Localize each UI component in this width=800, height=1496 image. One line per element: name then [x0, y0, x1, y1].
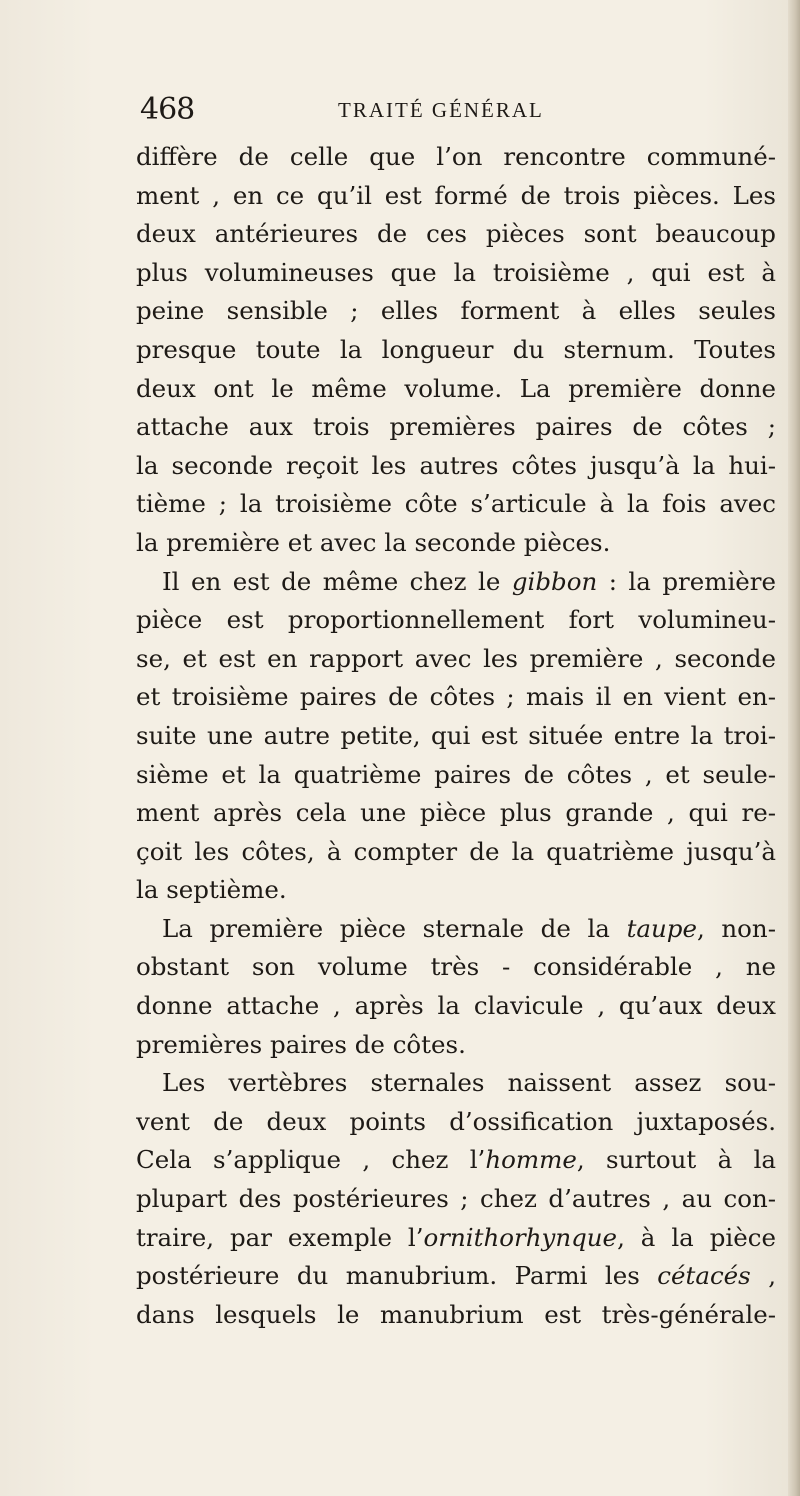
text-line: [136, 1026, 776, 1065]
text-segment: plupart des postérieures ; chez d’autres , au con-: [136, 1184, 776, 1214]
text-line: [136, 254, 776, 293]
text-segment: , non-: [696, 913, 776, 943]
text-segment: la seconde reçoit les autres côtes jusqu’à la hui-: [136, 450, 776, 480]
text-segment: obstant son volume très - considérable , ne: [136, 952, 776, 982]
text-segment: deux ont le même volume. La première donne: [136, 373, 776, 403]
text-segment: : la première: [597, 566, 776, 596]
text-line: [136, 948, 776, 987]
text-segment: La première pièce sternale de la: [162, 913, 627, 943]
text-segment: traire, par exemple l’: [136, 1222, 424, 1252]
text-segment: se, et est en rapport avec les première , seconde: [136, 643, 776, 673]
text-segment: , surtout à la: [576, 1145, 776, 1175]
text-line: [136, 1103, 776, 1142]
text-line: [136, 640, 776, 679]
text-line: [136, 485, 776, 524]
text-segment: Il en est de même chez le: [162, 566, 512, 596]
text-line: [136, 1296, 776, 1335]
text-segment: çoit les côtes, à compter de la quatrième jusqu’à: [136, 836, 776, 866]
text-line: [136, 447, 776, 486]
text-line: [136, 1257, 776, 1296]
text-segment: diffère de celle que l’on rencontre communé-: [136, 142, 776, 171]
text-line: [136, 1141, 776, 1180]
text-segment: la première et avec la seconde pièces.: [136, 527, 611, 557]
text-segment: ment , en ce qu’il est formé de trois pièces. Les: [136, 180, 776, 210]
text-segment: attache aux trois premières paires de côtes ;: [136, 412, 776, 442]
text-line: [136, 138, 776, 177]
text-segment: et troisième paires de côtes ; mais il en vient en-: [136, 682, 776, 712]
text-line: [136, 408, 776, 447]
text-line: [136, 370, 776, 409]
text-line: [136, 910, 776, 949]
text-segment: presque toute la longueur du sternum. Toutes: [136, 334, 776, 364]
running-title: TRAITÉ GÉNÉRAL: [338, 98, 544, 122]
text-segment: ,: [750, 1261, 776, 1291]
text-segment: plus volumineuses que la troisième , qui est à: [136, 257, 776, 287]
text-segment: la septième.: [136, 875, 287, 905]
text-line: [136, 756, 776, 795]
page-number: 468: [140, 92, 195, 127]
text-segment: , à la pièce: [617, 1222, 776, 1252]
text-line: [136, 563, 776, 602]
text-segment: vent de deux points d’ossification juxtaposés.: [136, 1106, 776, 1136]
text-line: [136, 1219, 776, 1258]
text-segment: deux antérieures de ces pièces sont beaucoup: [136, 219, 776, 249]
text-line: [136, 524, 776, 563]
italic-term: ornithorhynque: [423, 1222, 618, 1252]
page-edge: [788, 0, 800, 1496]
text-segment: tième ; la troisième côte s’articule à la fois avec: [136, 489, 776, 519]
text-segment: sième et la quatrième paires de côtes , et seule-: [136, 759, 776, 789]
body-text: [136, 138, 776, 1334]
text-segment: suite une autre petite, qui est située entre la troi-: [136, 720, 776, 750]
text-line: [136, 215, 776, 254]
italic-term: homme: [485, 1145, 577, 1175]
italic-term: cétacés: [657, 1261, 751, 1291]
text-segment: premières paires de côtes.: [136, 1029, 466, 1059]
text-segment: pièce est proportionnellement fort volumineu-: [136, 605, 776, 635]
text-line: [136, 292, 776, 331]
text-segment: Les vertèbres sternales naissent assez sou-: [162, 1068, 776, 1098]
text-line: [136, 678, 776, 717]
text-segment: dans lesquels le manubrium est très-générale-: [136, 1299, 776, 1329]
text-segment: ment après cela une pièce plus grande , qui re-: [136, 798, 776, 828]
text-line: [136, 331, 776, 370]
text-segment: donne attache , après la clavicule , qu’aux deux: [136, 991, 776, 1021]
italic-term: taupe: [626, 913, 697, 943]
text-line: [136, 987, 776, 1026]
text-line: [136, 833, 776, 872]
text-segment: postérieure du manubrium. Parmi les: [136, 1261, 658, 1291]
text-line: [136, 794, 776, 833]
italic-term: gibbon: [511, 566, 598, 596]
text-segment: peine sensible ; elles forment à elles seules: [136, 296, 776, 326]
text-segment: Cela s’applique , chez l’: [136, 1145, 486, 1175]
text-line: [136, 1180, 776, 1219]
text-line: [136, 717, 776, 756]
text-line: [136, 871, 776, 910]
text-line: [136, 1064, 776, 1103]
text-line: [136, 177, 776, 216]
text-line: [136, 601, 776, 640]
page-header: [140, 92, 740, 132]
